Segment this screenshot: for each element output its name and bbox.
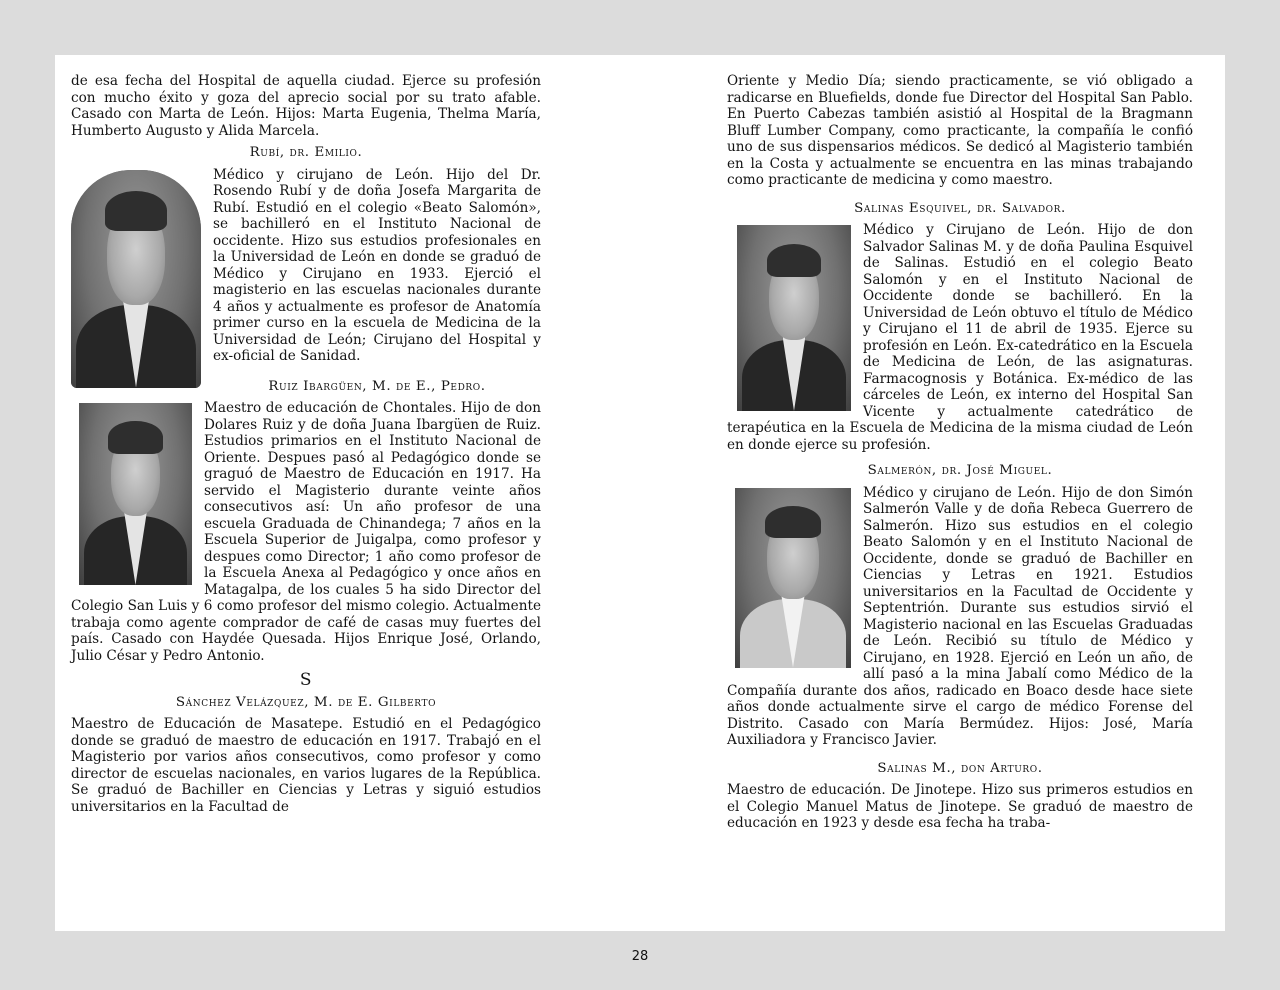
entry-text-salinas-esquivel: Médico y Cirujano de León. Hijo de don Salvador Salinas M. y de doña Paulina Esquivel de Salinas. Estudió en el colegio Beato Salomón y en el Instituto Nacional de Occidente donde se bachilleró. En la Universidad de León obtuvo el título de Médico y Cirujano el 11 de abril de 1935. Ejerce su profesión en León. Ex-catedrático en la Escuela de Medicina de León, de las asignaturas. Farmacognosis y Botánica. Ex-médico de las cárceles de León, ex interno del Hospital San Vicente y actualmente catedrático de terapéutica en la Escuela de Medicina de la misma ciudad de León en donde ejerce su profesión. xyxy=(727,222,1193,453)
entry-heading-ruiz: Ruiz Ibargüen, M. de E., Pedro. xyxy=(268,378,486,394)
entry-text-salinas-arturo: Maestro de educación. De Jinotepe. Hizo sus primeros estudios en el Colegio Manuel Matus de Jinotepe. Se graduó de maestro de educación en 1923 y desde esa fecha ha traba- xyxy=(727,782,1193,831)
portrait-photo-rubi xyxy=(71,170,201,388)
left-intro-paragraph: de esa fecha del Hospital de aquella ciudad. Ejerce su profesión con mucho éxito y goza del aprecio social por su trato afable. Casado con Marta de León. Hijos: Marta Eugenia, Thelma María, Humberto Augusto y Alida Marcela. xyxy=(71,73,541,139)
entry-text-salmeron: Médico y cirujano de León. Hijo de don Simón Salmerón Valle y de doña Rebeca Guerrero de Salmerón. Hizo sus estudios en el colegio Beato Salomón y en el Instituto Nacional de Occidente, donde se graduó de Bachiller en Ciencias y Letras en 1921. Estudios universitarios en la Facultad de Occidente y Septentrión. Durante sus estudios sirvió el Magisterio nacional en las Escuelas Graduadas de León. Recibió su título de Médico y Cirujano, en 1928. Ejerció en León un año, de allí pasó a la mina Jabalí como Médico de la Compañía durante dos años, radicado en Boaco desde hace siete años donde actualmente sirve el cargo de médico Forense del Distrito. Casado con María Bermúdez. Hijos: José, María Auxiliadora y Francisco Javier. xyxy=(727,484,1193,748)
section-letter-s: S xyxy=(299,670,313,690)
scanned-book-spread xyxy=(55,55,1225,931)
left-page-column xyxy=(71,73,541,815)
entry-heading-sanchez: Sánchez Velázquez, M. de E. Gilberto xyxy=(175,694,437,710)
entry-text-sanchez: Maestro de Educación de Masatepe. Estudió en el Pedagógico donde se graduó de maestro de educación en 1917. Trabajó en el Magisterio por varios años consecutivos, como profesor y como director de escuelas nacionales, en varios lugares de la República. Se graduó de Bachiller en Ciencias y Letras y siguió estudios universitarios en la Facultad de xyxy=(71,716,541,815)
entry-heading-salinas-esquivel: Salinas Esquivel, dr. Salvador. xyxy=(854,200,1066,216)
entry-heading-salinas-arturo: Salinas M., don Arturo. xyxy=(877,760,1043,776)
right-intro-paragraph: Oriente y Medio Día; siendo practicamente, se vió obligado a radicarse en Bluefields, donde fue Director del Hospital San Pablo. En Puerto Cabezas también asistió al Hospital de la Bragmann Bluff Lumber Company, como practicante, la compañía le confió uno de sus dispensarios médicos. Se dedicó al Magisterio también en la Costa y actualmente se encuentra en las minas trabajando como practicante de medicina y como maestro. xyxy=(727,73,1193,188)
page-number: 28 xyxy=(631,949,649,964)
entry-text-ruiz: Maestro de educación de Chontales. Hijo de don Dolares Ruiz y de doña Juana Ibargüen de Ruiz. Estudios primarios en el Instituto Nacional de Oriente. Despues pasó al Pedagógico donde se graguó de Maestro de Educación en 1917. Ha servido el Magisterio durante veinte años consecutivos así: Un año profesor de una escuela Graduada de Chinandega; 7 años en la Escuela Superior de Juigalpa, como profesor y despues como Director; 1 año como profesor de la Escuela Anexa al Pedagógico y once años en Matagalpa, de los cuales 5 ha sido Director del Colegio San Luis y 6 como profesor del mismo colegio. Actualmente trabaja como agente comprador de café de casas muy fuertes del país. Casado con Haydée Quesada. Hijos Enrique José, Orlando, Julio César y Pedro Antonio. xyxy=(71,400,541,664)
portrait-photo-salmeron xyxy=(735,488,851,668)
right-page-column xyxy=(727,73,1193,832)
entry-heading-salmeron: Salmerón, dr. José Miguel. xyxy=(867,463,1053,478)
portrait-photo-salinas-esquivel xyxy=(737,225,851,411)
entry-heading-rubi: Rubí, dr. Emilio. xyxy=(249,145,363,160)
entry-text-rubi: Médico y cirujano de León. Hijo del Dr. Rosendo Rubí y de doña Josefa Margarita de Rubí. Estudió en el colegio «Beato Salomón», se bachilleró en el Instituto Nacional de occidente. Hizo sus estudios profesionales en la Universidad de León en donde se graduó de Médico y Cirujano en 1933. Ejerció el magisterio en las escuelas nacionales durante 4 años y actualmente es profesor de Anatomía primer curso en la escuela de Medicina de la Universidad de León; Cirujano del Hospital y ex-oficial de Sanidad. xyxy=(213,166,541,364)
portrait-photo-ruiz xyxy=(79,403,192,585)
